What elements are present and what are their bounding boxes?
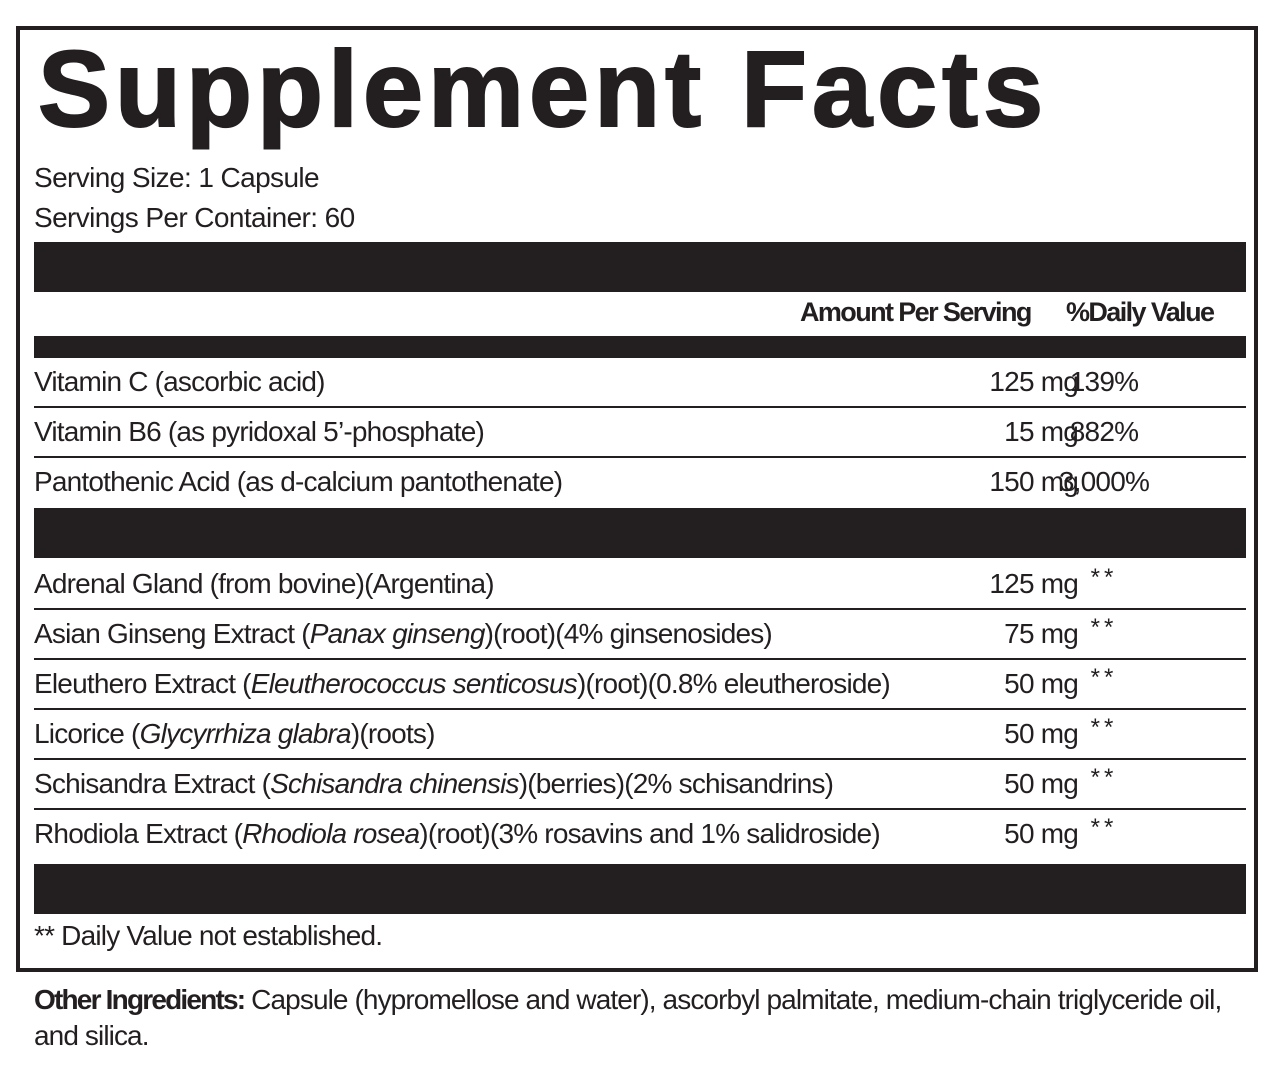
footnote: ** Daily Value not established.	[34, 920, 383, 951]
ingredient-amount: 75 mg	[1004, 618, 1078, 649]
divider-bar-header	[34, 336, 1246, 358]
other-ingredients	[34, 982, 1254, 1054]
ingredient-name: Vitamin C (ascorbic acid)	[34, 366, 325, 397]
table-row	[34, 458, 1246, 508]
ingredient-amount: 50 mg	[1004, 818, 1078, 849]
supplement-facts-panel	[16, 26, 1258, 972]
ingredient-amount: 50 mg	[1004, 768, 1078, 799]
daily-value-header: %Daily Value	[1066, 297, 1214, 327]
ingredient-name: Pantothenic Acid (as d-calcium pantothenate)	[34, 466, 563, 497]
ingredient-daily-value: **	[1090, 564, 1118, 591]
ingredient-daily-value: **	[1090, 614, 1118, 641]
ingredient-name: Eleuthero Extract (Eleutherococcus senticosus)(root)(0.8% eleutheroside)	[34, 668, 890, 699]
other-ingredients-text: Capsule (hypromellose and water), ascorbyl palmitate, medium-chain triglyceride oil, and silica.	[34, 984, 1222, 1051]
table-row	[34, 660, 1246, 710]
table-row	[34, 560, 1246, 610]
other-ingredients-label: Other Ingredients:	[34, 984, 245, 1015]
ingredient-daily-value: 3,000%	[1058, 466, 1150, 497]
ingredient-name: Rhodiola Extract (Rhodiola rosea)(root)(3% rosavins and 1% salidroside)	[34, 818, 880, 849]
ingredient-daily-value: **	[1090, 814, 1118, 841]
ingredient-amount: 125 mg	[989, 568, 1078, 599]
ingredient-name: Asian Ginseng Extract (Panax ginseng)(root)(4% ginsenosides)	[34, 618, 772, 649]
table-row	[34, 408, 1246, 458]
ingredient-amount: 15 mg	[1004, 416, 1078, 447]
ingredient-amount: 125 mg	[989, 366, 1078, 397]
servings-per-container: Servings Per Container: 60	[34, 202, 355, 233]
amount-per-serving-header: Amount Per Serving	[800, 297, 1031, 327]
table-row	[34, 358, 1246, 408]
panel-title: Supplement Facts	[38, 28, 1049, 149]
table-row	[34, 710, 1246, 760]
ingredient-daily-value: 882%	[1069, 416, 1139, 447]
table-row	[34, 810, 1246, 860]
ingredient-daily-value: 139%	[1069, 366, 1139, 397]
ingredient-amount: 50 mg	[1004, 718, 1078, 749]
ingredient-name: Vitamin B6 (as pyridoxal 5’-phosphate)	[34, 416, 485, 447]
divider-bar-top	[34, 242, 1246, 292]
ingredient-name: Adrenal Gland (from bovine)(Argentina)	[34, 568, 494, 599]
ingredient-name: Licorice (Glycyrrhiza glabra)(roots)	[34, 718, 435, 749]
divider-bar-bottom	[34, 864, 1246, 914]
table-row	[34, 760, 1246, 810]
ingredient-amount: 150 mg	[989, 466, 1078, 497]
ingredient-name: Schisandra Extract (Schisandra chinensis)(berries)(2% schisandrins)	[34, 768, 834, 799]
ingredient-daily-value: **	[1090, 664, 1118, 691]
ingredient-daily-value: **	[1090, 764, 1118, 791]
ingredient-daily-value: **	[1090, 714, 1118, 741]
ingredient-amount: 50 mg	[1004, 668, 1078, 699]
serving-size: Serving Size: 1 Capsule	[34, 162, 320, 193]
divider-bar-middle	[34, 508, 1246, 558]
table-row	[34, 610, 1246, 660]
